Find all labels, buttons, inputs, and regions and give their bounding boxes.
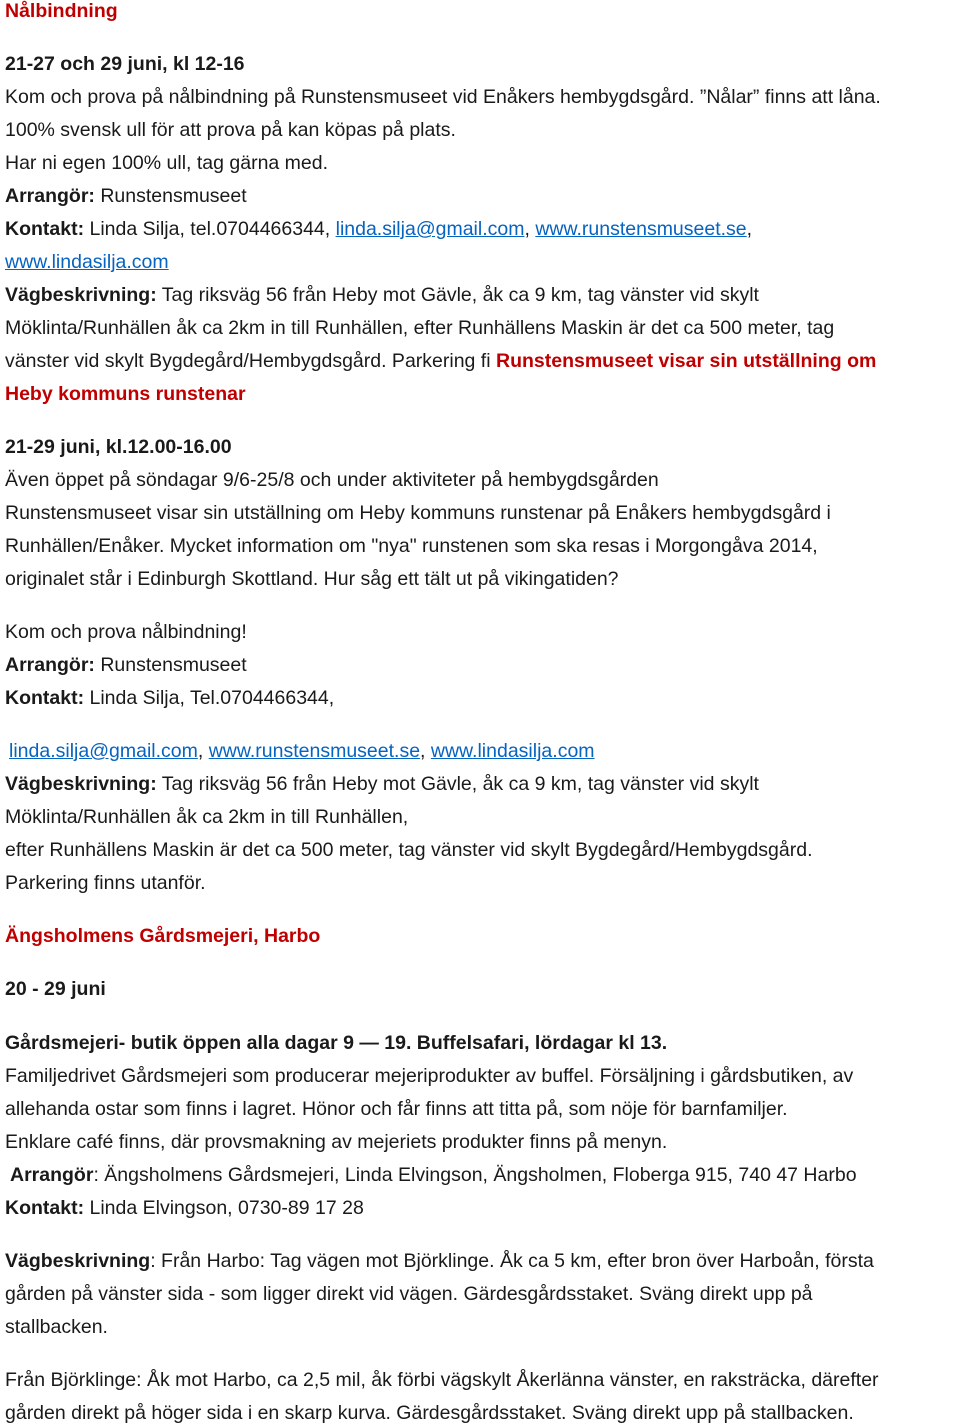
organizer-value: Runstensmuseet xyxy=(94,654,247,676)
description-line: Runhällen/Enåker. Mycket information om "nya" runstenen som ska resas i Morgongåva 2014, xyxy=(5,535,818,557)
description-line: Runstensmuseet visar sin utställning om Heby kommuns runstenar på Enåkers hembygdsgård i xyxy=(5,502,831,524)
contact-label: Kontakt: xyxy=(5,218,85,240)
website-link-lindasilja[interactable]: www.lindasilja.com xyxy=(430,740,595,762)
route-label: Vägbeskrivning xyxy=(5,1250,151,1272)
section-title-utstallning: Runstensmuseet visar sin utställning om xyxy=(495,350,877,372)
event-date: 20 - 29 juni xyxy=(5,978,106,1000)
email-link[interactable]: linda.silja@gmail.com xyxy=(9,740,198,762)
organizer-line xyxy=(5,653,247,677)
description-line: Kom och prova på nålbindning på Runstensmuseet vid Enåkers hembygdsgård. ”Nålar” finns att låna. xyxy=(5,86,881,108)
description-line: 100% svensk ull för att prova på kan köpas på plats. xyxy=(5,119,456,141)
route-line: gården direkt på höger sida i en skarp kurva. Gärdesgårdsstaket. Sväng direkt upp på stallbacken. xyxy=(5,1402,854,1424)
route-line: Möklinta/Runhällen åk ca 2km in till Runhällen, xyxy=(5,806,409,828)
organizer-value: Runstensmuseet xyxy=(94,185,247,207)
route-line: Möklinta/Runhällen åk ca 2km in till Runhällen, efter Runhällens Maskin är det ca 500 meter, tag xyxy=(5,317,835,339)
route-line: stallbacken. xyxy=(5,1316,108,1338)
contact-line xyxy=(5,686,334,710)
route-line: Parkering finns utanför. xyxy=(5,872,206,894)
route-line xyxy=(5,349,876,373)
contact-line xyxy=(5,217,752,241)
organizer-label: Arrangör: xyxy=(5,185,95,207)
contact-value: Linda Elvingson, 0730-89 17 28 xyxy=(84,1197,364,1219)
organizer-label: Arrangör: xyxy=(5,654,95,676)
contact-label: Kontakt: xyxy=(5,687,85,709)
separator: , xyxy=(746,218,753,240)
description-line: allehanda ostar som finns i lagret. Hönor och får finns att titta på, som nöje för barnfamiljer. xyxy=(5,1098,788,1120)
description-line: Har ni egen 100% ull, tag gärna med. xyxy=(5,152,329,174)
email-link[interactable]: linda.silja@gmail.com xyxy=(335,218,525,240)
separator: , xyxy=(197,740,209,762)
route-text: vänster vid skylt Bygdegård/Hembygdsgård. Parkering fi xyxy=(5,350,496,372)
website-link-runstensmuseet[interactable]: www.runstensmuseet.se xyxy=(535,218,747,240)
links-line xyxy=(9,739,595,763)
route-line: efter Runhällens Maskin är det ca 500 meter, tag vänster vid skylt Bygdegård/Hembygdsgård. xyxy=(5,839,813,861)
website-link-lindasilja[interactable]: www.lindasilja.com xyxy=(5,251,169,273)
route-line xyxy=(5,772,759,796)
description-line: originalet står i Edinburgh Skottland. Hur såg ett tält ut på vikingatiden? xyxy=(5,568,619,590)
contact-value: Linda Silja, tel.0704466344, xyxy=(84,218,336,240)
route-label: Vägbeskrivning: xyxy=(5,773,157,795)
route-line: gården på vänster sida - som ligger direkt vid vägen. Gärdesgårdsstaket. Sväng direkt upp på xyxy=(5,1283,813,1305)
section-title-utstallning-cont: Heby kommuns runstenar xyxy=(5,383,246,405)
contact-value: Linda Silja, Tel.0704466344, xyxy=(84,687,335,709)
description-line: Även öppet på söndagar 9/6-25/8 och under aktiviteter på hembygdsgården xyxy=(5,469,659,491)
organizer-line xyxy=(10,1163,857,1187)
section-title-nalbindning: Nålbindning xyxy=(5,0,118,22)
website-link-runstensmuseet[interactable]: www.runstensmuseet.se xyxy=(208,740,421,762)
description-line: Kom och prova nålbindning! xyxy=(5,621,247,643)
route-text: : Från Harbo: Tag vägen mot Björklinge. Åk ca 5 km, efter bron över Harboån, första xyxy=(150,1250,874,1272)
route-label: Vägbeskrivning: xyxy=(5,284,157,306)
section-title-angsholmen: Ängsholmens Gårdsmejeri, Harbo xyxy=(5,925,321,947)
organizer-value: : Ängsholmens Gårdsmejeri, Linda Elvingson, Ängsholmen, Floberga 915, 740 47 Harbo xyxy=(93,1164,857,1186)
description-line: Familjedrivet Gårdsmejeri som producerar mejeriprodukter av buffel. Försäljning i gårdsbutiken, av xyxy=(5,1065,854,1087)
separator: , xyxy=(524,218,536,240)
opening-hours: Gårdsmejeri- butik öppen alla dagar 9 — 19. Buffelsafari, lördagar kl 13. xyxy=(5,1032,668,1054)
contact-line xyxy=(5,1196,364,1220)
event-date: 21-29 juni, kl.12.00-16.00 xyxy=(5,436,232,458)
route-line xyxy=(5,1249,874,1273)
separator: , xyxy=(420,740,431,762)
organizer-line xyxy=(5,184,247,208)
route-text: Tag riksväg 56 från Heby mot Gävle, åk ca 9 km, tag vänster vid skylt xyxy=(156,284,759,306)
organizer-label: Arrangör xyxy=(10,1164,94,1186)
route-line xyxy=(5,283,759,307)
description-line: Enklare café finns, där provsmakning av mejeriets produkter finns på menyn. xyxy=(5,1131,668,1153)
route-text: Tag riksväg 56 från Heby mot Gävle, åk ca 9 km, tag vänster vid skylt xyxy=(156,773,759,795)
route-line: Från Björklinge: Åk mot Harbo, ca 2,5 mil, åk förbi vägskylt Åkerlänna vänster, en raksträcka, därefter xyxy=(5,1369,879,1391)
contact-line-2 xyxy=(5,250,169,274)
contact-label: Kontakt: xyxy=(5,1197,85,1219)
event-date: 21-27 och 29 juni, kl 12-16 xyxy=(5,53,245,75)
